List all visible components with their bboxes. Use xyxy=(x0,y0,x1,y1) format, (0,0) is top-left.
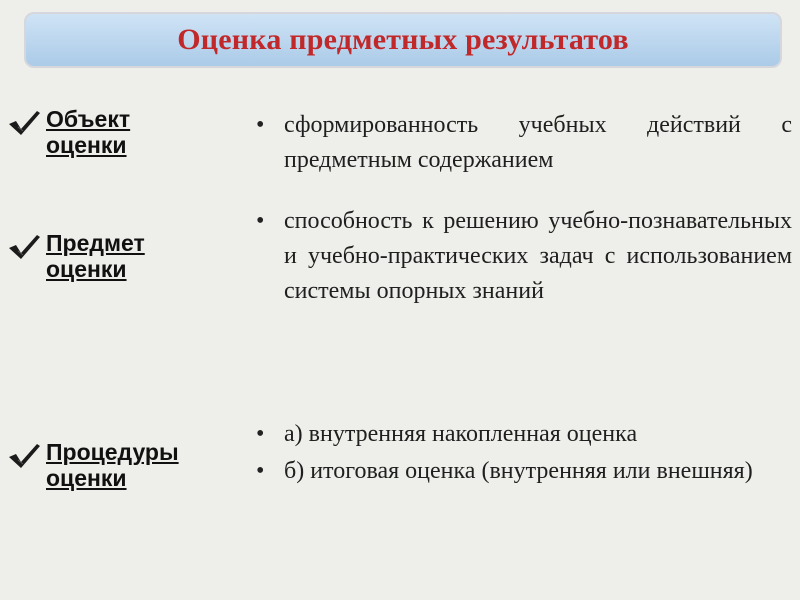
subject-list xyxy=(254,204,792,309)
label-procedures xyxy=(6,439,214,491)
checkmark-icon xyxy=(6,108,46,141)
checkmark-icon xyxy=(6,232,46,265)
page-title: Оценка предметных результатов xyxy=(177,23,629,56)
list-item: • б) итоговая оценка (внутренняя или внешняя) xyxy=(254,454,792,489)
object-list xyxy=(254,108,792,178)
list-item: • а) внутренняя накопленная оценка xyxy=(254,417,792,452)
list-item: • сформированность учебных действий с предметным содержанием xyxy=(254,108,792,178)
procedures-list xyxy=(254,417,792,489)
checkmark-icon xyxy=(6,441,46,474)
label-object-text: Объект оценки xyxy=(46,106,131,158)
label-object xyxy=(6,106,154,158)
label-procedures-text: Процедуры оценки xyxy=(46,439,179,491)
title-banner xyxy=(24,12,782,68)
list-item: • способность к решению учебно-познавательных и учебно-практических задач с использованием системы опорных знаний xyxy=(254,204,792,309)
label-subject xyxy=(6,230,170,282)
label-subject-text: Предмет оценки xyxy=(46,230,145,282)
